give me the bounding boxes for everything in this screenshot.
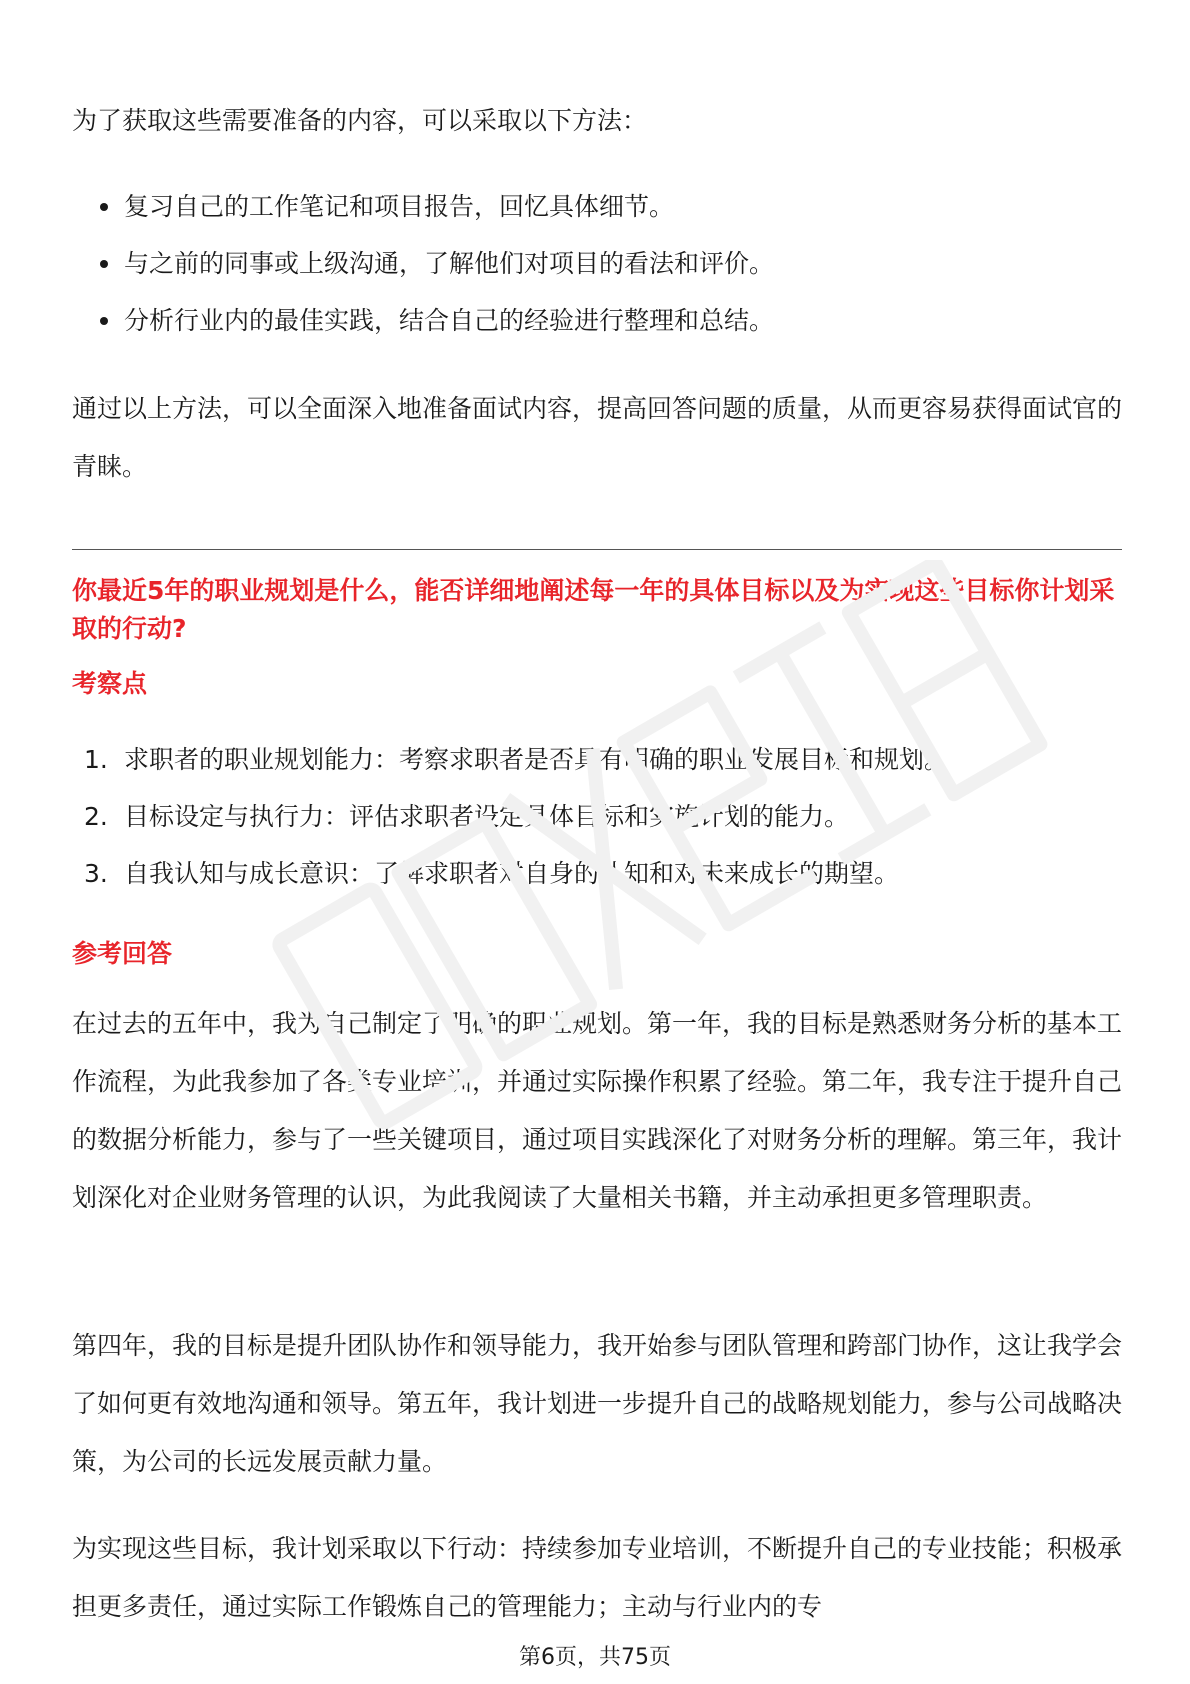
document-page <box>72 0 1122 1684</box>
focus-label: 考察点 <box>72 669 148 698</box>
answer-paragraph-1: 在过去的五年中，我为自己制定了明确的职业规划。第一年，我的目标是熟悉财务分析的基本工作流程，为此我参加了各类专业培训，并通过实际操作积累了经验。第二年，我专注于提升自己的数据分析能力，参与了一些关键项目，通过项目实践深化了对财务分析的理解。第三年，我计划深化对企业财务管理的认识，为此我阅读了大量相关书籍，并主动承担更多管理职责。 <box>72 1009 1123 1212</box>
list-number: 1. <box>84 745 108 774</box>
bullet-icon <box>100 260 108 268</box>
answer-paragraph-2: 第四年，我的目标是提升团队协作和领导能力，我开始参与团队管理和跨部门协作，这让我学会了如何更有效地沟通和领导。第五年，我计划进一步提升自己的战略规划能力，参与公司战略决策，为公司的长远发展贡献力量。 <box>72 1331 1123 1476</box>
list-item <box>72 178 1122 235</box>
list-item-text: 自我认知与成长意识：了解求职者对自身的认知和对未来成长的期望。 <box>124 859 900 888</box>
focus-list <box>72 731 1122 902</box>
conclusion-paragraph: 通过以上方法，可以全面深入地准备面试内容，提高回答问题的质量，从而更容易获得面试官的青睐。 <box>72 394 1123 481</box>
list-item-text: 求职者的职业规划能力：考察求职者是否具有明确的职业发展目标和规划。 <box>124 745 950 774</box>
list-item <box>72 292 1122 349</box>
intro-paragraph: 为了获取这些需要准备的内容，可以采取以下方法： <box>72 106 648 135</box>
section-divider <box>72 549 1122 550</box>
list-number: 3. <box>84 859 108 888</box>
methods-list <box>72 178 1122 349</box>
question-heading: 你最近5年的职业规划是什么，能否详细地阐述每一年的具体目标以及为实现这些目标你计划采取的行动? <box>72 576 1115 643</box>
list-item-text: 复习自己的工作笔记和项目报告，回忆具体细节。 <box>124 192 675 221</box>
list-item <box>72 845 1122 902</box>
bullet-icon <box>100 203 108 211</box>
list-item-text: 目标设定与执行力：评估求职者设定具体目标和实施计划的能力。 <box>124 802 850 831</box>
page-footer: 第6页，共75页 <box>519 1645 671 1670</box>
answer-label: 参考回答 <box>72 939 173 968</box>
list-item-text: 与之前的同事或上级沟通，了解他们对项目的看法和评价。 <box>124 249 775 278</box>
list-item <box>72 731 1122 788</box>
list-number: 2. <box>84 802 108 831</box>
list-item <box>72 788 1122 845</box>
list-item-text: 分析行业内的最佳实践，结合自己的经验进行整理和总结。 <box>124 306 775 335</box>
list-item <box>72 235 1122 292</box>
bullet-icon <box>100 317 108 325</box>
answer-paragraph-3: 为实现这些目标，我计划采取以下行动：持续参加专业培训，不断提升自己的专业技能；积极承担更多责任，通过实际工作锻炼自己的管理能力；主动与行业内的专 <box>72 1534 1123 1621</box>
